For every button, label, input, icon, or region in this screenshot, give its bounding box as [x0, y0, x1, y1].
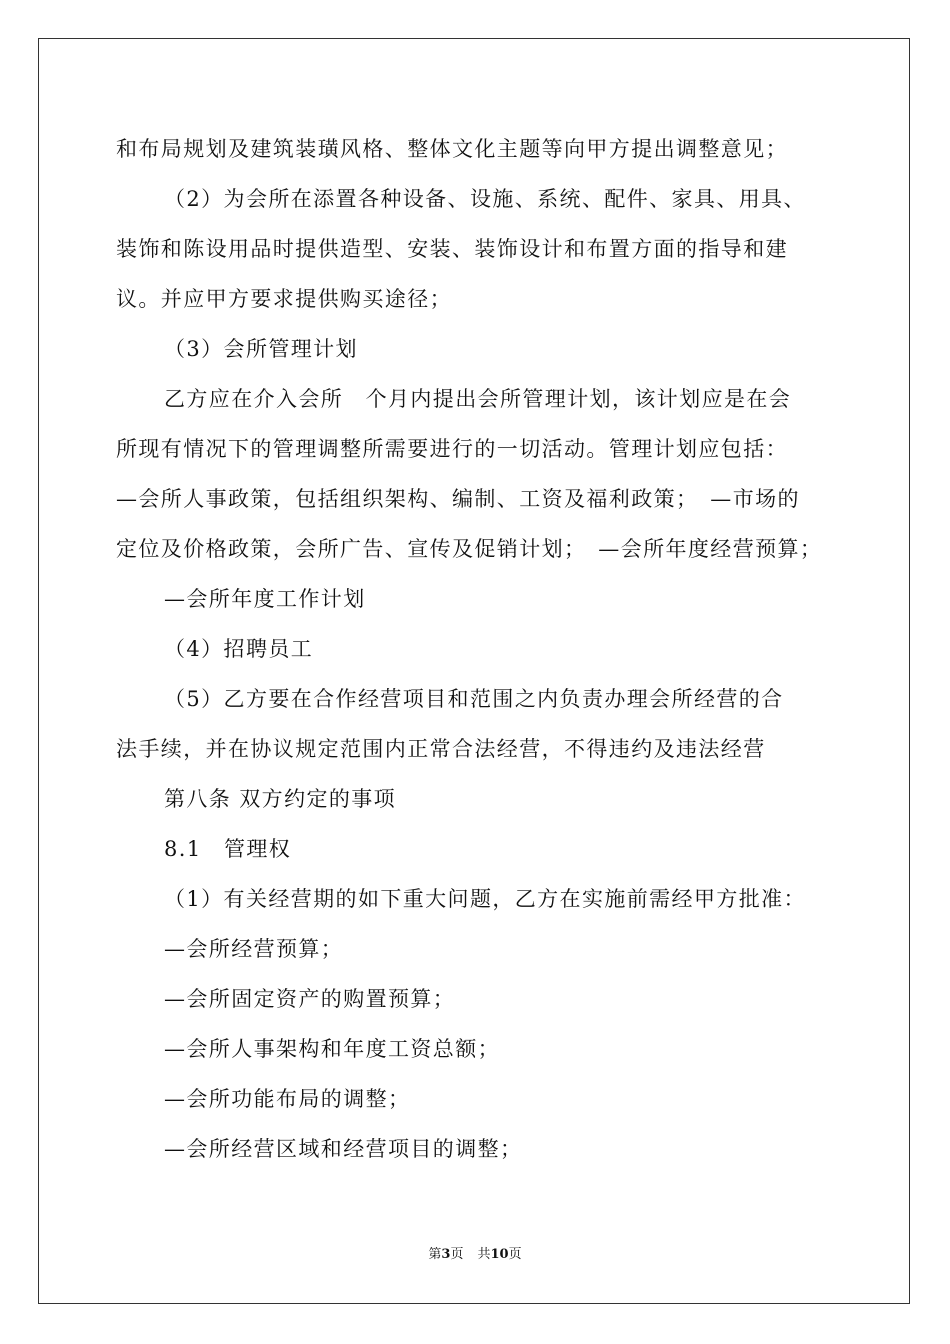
list-item: —会所人事架构和年度工资总额；: [164, 1037, 500, 1061]
subsection-heading: 8.1 管理权: [164, 837, 292, 861]
paragraph-line: （5）乙方要在合作经营项目和范围之内负责办理会所经营的合: [164, 687, 784, 711]
paragraph-line: 所现有情况下的管理调整所需要进行的一切活动。管理计划应包括：: [116, 437, 788, 461]
paragraph-line: 和布局规划及建筑装璜风格、整体文化主题等向甲方提出调整意见；: [116, 137, 788, 161]
page-number: 3: [441, 1247, 451, 1262]
page-border: [38, 38, 910, 1304]
paragraph-line: （2）为会所在添置各种设备、设施、系统、配件、家具、用具、: [164, 187, 806, 211]
total-pages: 10: [490, 1247, 509, 1262]
total-prefix: 共: [477, 1247, 491, 1262]
page-suffix: 页: [450, 1247, 464, 1262]
list-item: —会所功能布局的调整；: [164, 1087, 411, 1111]
section-heading: 第八条 双方约定的事项: [164, 787, 397, 811]
paragraph-line: （3）会所管理计划: [164, 337, 358, 361]
page-prefix: 第: [428, 1247, 442, 1262]
paragraph-line: （4）招聘员工: [164, 637, 314, 661]
page-footer: [0, 1247, 950, 1263]
page-indicator: [428, 1247, 463, 1262]
list-item: —会所经营预算；: [164, 937, 344, 961]
total-indicator: [477, 1247, 521, 1262]
total-suffix: 页: [508, 1247, 522, 1262]
paragraph-line: 装饰和陈设用品时提供造型、安装、装饰设计和布置方面的指导和建: [116, 237, 788, 261]
paragraph-line: 议。并应甲方要求提供购买途径；: [116, 287, 452, 311]
list-item: —会所固定资产的购置预算；: [164, 987, 456, 1011]
paragraph-line: 乙方应在介入会所 个月内提出会所管理计划，该计划应是在会: [164, 387, 792, 411]
list-item: —会所经营区域和经营项目的调整；: [164, 1137, 523, 1161]
paragraph-line: —会所年度工作计划: [164, 587, 366, 611]
paragraph-line: 定位及价格政策，会所广告、宣传及促销计划； —会所年度经营预算；: [116, 537, 823, 561]
paragraph-line: （1）有关经营期的如下重大问题，乙方在实施前需经甲方批准：: [164, 887, 806, 911]
paragraph-line: 法手续，并在协议规定范围内正常合法经营，不得违约及违法经营: [116, 737, 766, 761]
paragraph-line: —会所人事政策，包括组织架构、编制、工资及福利政策； —市场的: [116, 487, 800, 511]
